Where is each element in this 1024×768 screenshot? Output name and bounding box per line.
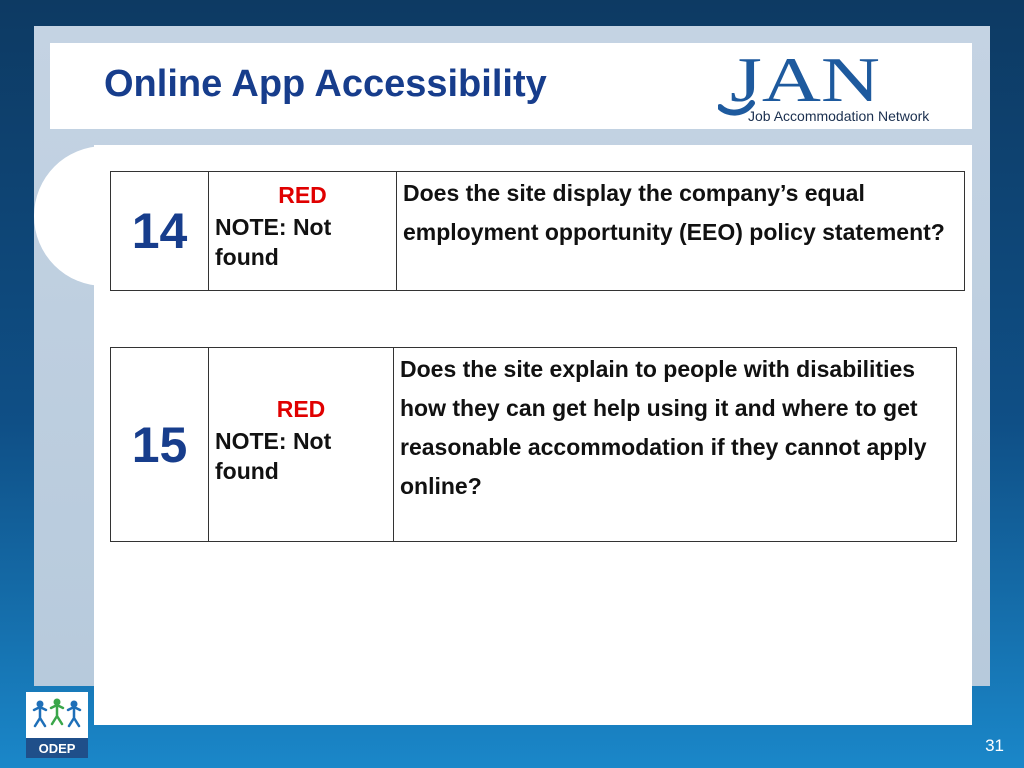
table-row bbox=[110, 347, 957, 542]
status-badge: RED bbox=[276, 396, 326, 422]
item-number: 14 bbox=[111, 172, 209, 290]
title-bar bbox=[50, 43, 972, 129]
status-note: NOTE: Not found bbox=[215, 428, 332, 484]
page-number: 31 bbox=[985, 736, 1004, 755]
odep-logo-mark: ODEP bbox=[38, 741, 76, 756]
item-number: 15 bbox=[111, 348, 209, 541]
status-cell bbox=[209, 172, 397, 290]
jan-logo bbox=[718, 49, 962, 125]
odep-logo bbox=[26, 692, 88, 758]
question-text: Does the site display the company’s equal employment opportunity (EEO) policy statement? bbox=[403, 180, 945, 245]
jan-logo-subtitle: Job Accommodation Network bbox=[748, 108, 930, 124]
question-text: Does the site explain to people with disabilities how they can get help using it and where to get reasonable accommodation if they cannot apply online? bbox=[400, 356, 927, 499]
table-row bbox=[110, 171, 965, 291]
status-note: NOTE: Not found bbox=[215, 214, 332, 270]
status-badge: RED bbox=[278, 182, 327, 208]
jan-logo-mark: JAN bbox=[730, 49, 880, 115]
slide-title: Online App Accessibility bbox=[104, 63, 547, 105]
status-cell bbox=[209, 348, 394, 541]
